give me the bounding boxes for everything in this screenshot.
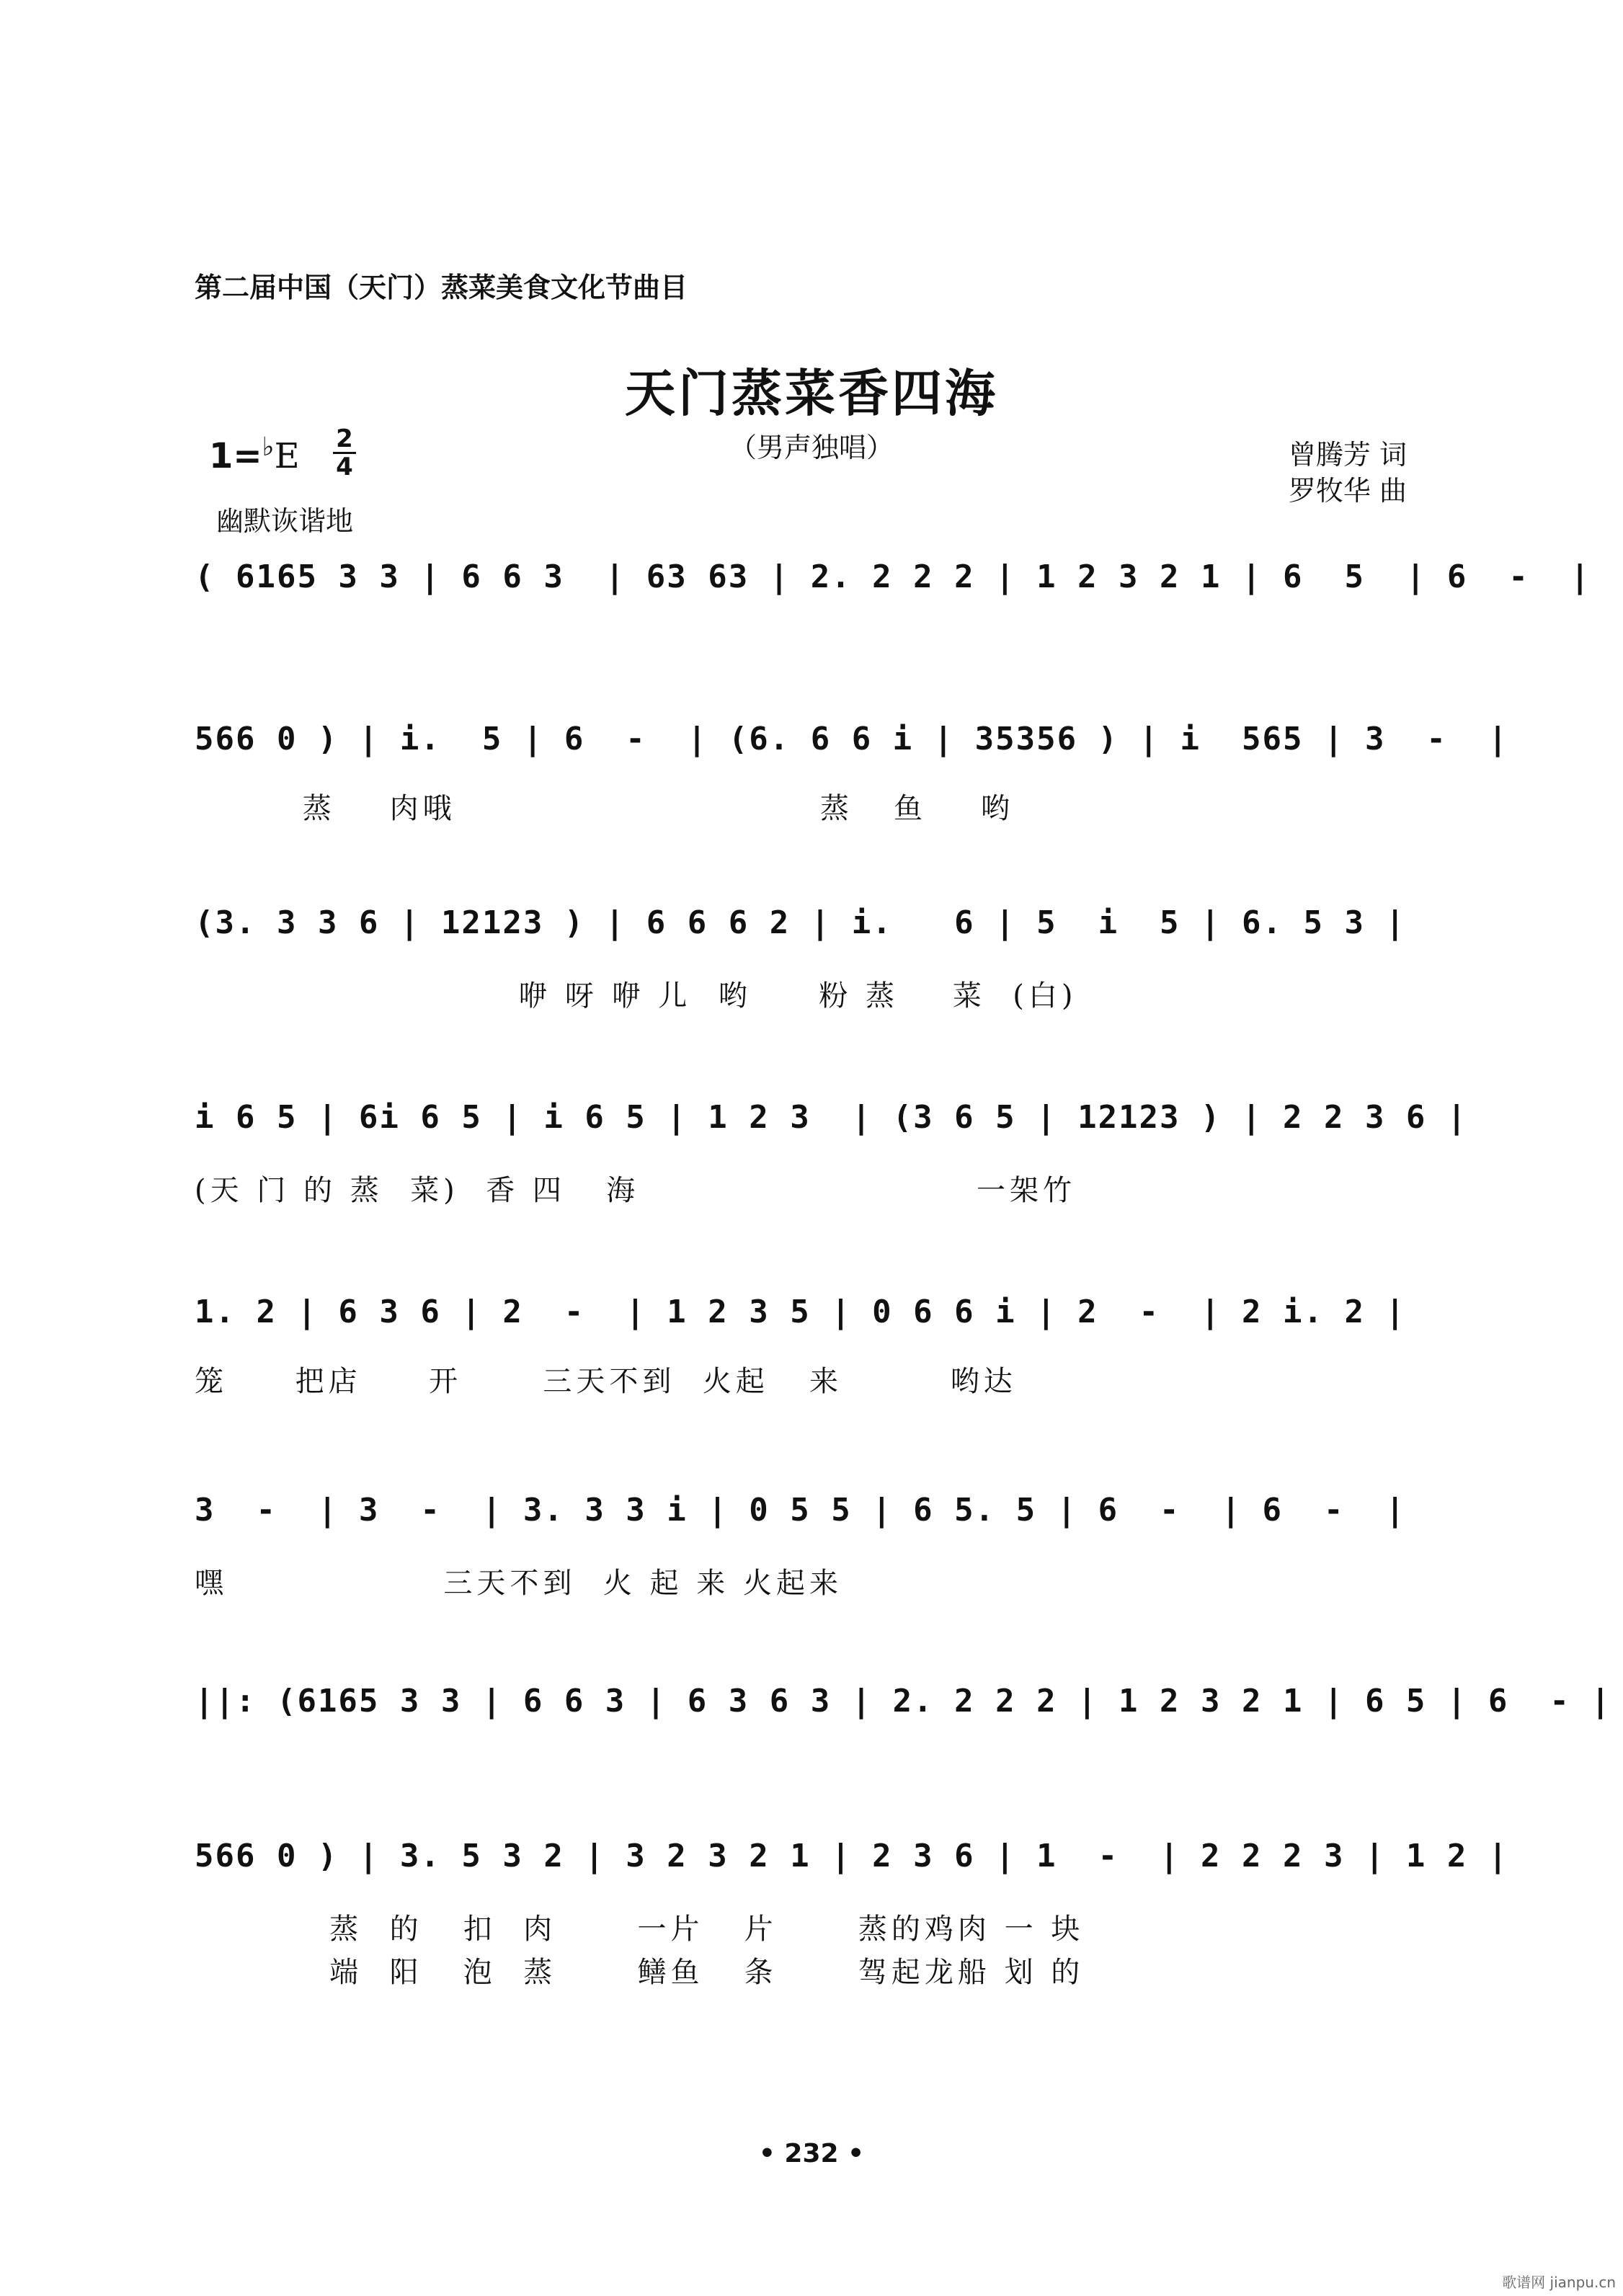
lyric-line: 咿 呀 咿 儿 哟 粉 蒸 菜 (白) xyxy=(195,979,1077,1013)
lyric-line: 蒸 肉哦 蒸 鱼 哟 xyxy=(195,792,1014,825)
time-bottom: 4 xyxy=(336,453,353,481)
notation-line: (3. 3 3 6 | 12123 ) | 6 6 6 2 | i. 6 | 5 i 5 | 6. 5 3 | xyxy=(195,904,1406,941)
lyric-line: 笼 把店 开 三天不到 火起 来 哟达 xyxy=(195,1365,1017,1398)
page-number: • 232 • xyxy=(758,2139,865,2168)
composer-credit: 罗牧华 曲 xyxy=(1288,475,1407,507)
notation-line: 1. 2 | 6 3 6 | 2 - | 1 2 3 5 | 0 6 6 i | 2 - | 2 i. 2 | xyxy=(195,1294,1406,1330)
lyric-line: 蒸 的 扣 肉 一片 片 蒸的鸡肉 一 块 xyxy=(195,1913,1085,1946)
key-signature xyxy=(209,432,300,476)
lyric-line: (天 门 的 蒸 菜) 香 四 海 一架竹 xyxy=(195,1174,1076,1207)
song-subtitle: （男声独唱） xyxy=(729,432,894,463)
notation-line: i 6 5 | 6i 6 5 | i 6 5 | 1 2 3 | (3 6 5 | 12123 ) | 2 2 3 6 | xyxy=(195,1099,1468,1136)
watermark: 歌谱网 jianpu.cn xyxy=(1502,2274,1616,2291)
lyric-line: 端 阳 泡 蒸 鳝鱼 条 驾起龙船 划 的 xyxy=(195,1956,1085,1989)
time-signature xyxy=(330,424,359,481)
notation-line: 566 0 ) | 3. 5 3 2 | 3 2 3 2 1 | 2 3 6 | 1 - | 2 2 2 3 | 1 2 | xyxy=(195,1838,1509,1874)
key-letter: E xyxy=(274,436,300,476)
key-prefix: 1= xyxy=(209,436,262,476)
lyric-line: 嘿 三天不到 火 起 来 火起来 xyxy=(195,1567,843,1600)
notation-line: 566 0 ) | i. 5 | 6 - | (6. 6 6 i | 35356 ) | i 565 | 3 - | xyxy=(195,721,1509,757)
tempo-marking: 幽默诙谐地 xyxy=(216,505,354,537)
song-title: 天门蒸菜香四海 xyxy=(625,363,998,423)
notation-line: 3 - | 3 - | 3. 3 3 i | 0 5 5 | 6 5. 5 | 6 - | 6 - | xyxy=(195,1492,1406,1529)
lyricist-credit: 曾腾芳 词 xyxy=(1288,439,1407,471)
festival-line: 第二届中国（天门）蒸菜美食文化节曲目 xyxy=(195,272,688,303)
notation-line: ||: (6165 3 3 | 6 6 3 | 6 3 6 3 | 2. 2 2 2 | 1 2 3 2 1 | 6 5 | 6 - | xyxy=(195,1683,1611,1719)
flat-sign-icon: ♭ xyxy=(262,432,275,462)
notation-line: ( 6165 3 3 | 6 6 3 | 63 63 | 2. 2 2 2 | 1 2 3 2 1 | 6 5 | 6 - | xyxy=(195,559,1591,595)
time-top: 2 xyxy=(336,424,353,453)
